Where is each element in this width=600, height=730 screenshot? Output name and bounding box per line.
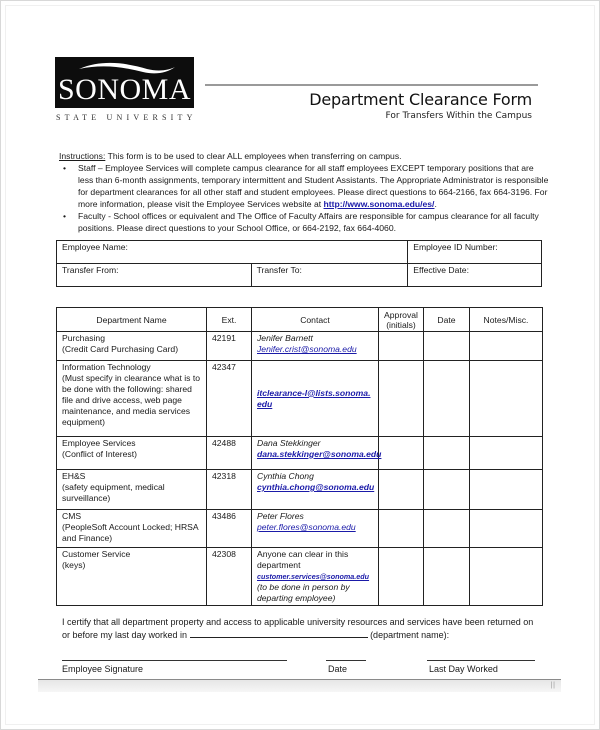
header-notes: Notes/Misc. [470, 308, 543, 332]
notes-cell[interactable] [470, 332, 543, 361]
contact-email-link[interactable]: itclearance-l@lists.sonoma.edu [257, 387, 371, 409]
date-cell[interactable] [424, 332, 470, 361]
form-subtitle: For Transfers Within the Campus [385, 111, 532, 121]
date-cell[interactable] [424, 361, 470, 437]
instructions-list [59, 162, 549, 234]
date-cell[interactable] [424, 437, 470, 470]
table-row [57, 548, 543, 606]
employee-signature-label: Employee Signature [62, 664, 144, 674]
approval-cell[interactable] [379, 332, 424, 361]
employee-name-field[interactable]: Employee Name: [57, 241, 408, 264]
horizontal-scrollbar[interactable] [38, 679, 561, 692]
approval-cell[interactable] [379, 470, 424, 510]
last-day-worked-line[interactable] [427, 660, 535, 661]
notes-cell[interactable] [470, 361, 543, 437]
contact-email-link[interactable]: dana.stekkinger@sonoma.edu [257, 449, 382, 459]
contact-cell: Jenifer Barnett Jenifer.crist@sonoma.edu [252, 332, 379, 361]
sonoma-logo [55, 57, 194, 108]
approval-cell[interactable] [379, 548, 424, 606]
ext-cell: 42191 [207, 332, 252, 361]
notes-cell[interactable] [470, 510, 543, 548]
contact-email-link[interactable]: peter.flores@sonoma.edu [257, 522, 356, 532]
logo-subtitle: STATE UNIVERSITY [56, 113, 197, 122]
table-header-row [57, 308, 543, 332]
contact-email-link[interactable]: Jenifer.crist@sonoma.edu [257, 344, 357, 354]
instructions-label: Instructions: [59, 151, 106, 161]
last-day-worked-label: Last Day Worked [429, 664, 498, 674]
contact-cell: Cynthia Chong cynthia.chong@sonoma.edu [252, 470, 379, 510]
contact-email-link[interactable]: cynthia.chong@sonoma.edu [257, 482, 375, 492]
dept-name-cell: EH&S (safety equipment, medical surveillance) [57, 470, 207, 510]
date-line[interactable] [326, 660, 366, 661]
title-rule [205, 84, 538, 86]
date-cell[interactable] [424, 548, 470, 606]
employee-info-table [56, 240, 542, 287]
department-name-blank[interactable] [190, 628, 368, 638]
notes-cell[interactable] [470, 548, 543, 606]
contact-cell [252, 361, 379, 437]
approval-cell[interactable] [379, 437, 424, 470]
contact-cell: Peter Flores peter.flores@sonoma.edu [252, 510, 379, 548]
ext-cell: 42318 [207, 470, 252, 510]
header-date: Date [424, 308, 470, 332]
employee-services-link[interactable]: http://www.sonoma.edu/es/ [323, 199, 435, 209]
instructions [59, 150, 549, 234]
approval-cell[interactable] [379, 510, 424, 548]
table-row [57, 332, 543, 361]
notes-cell[interactable] [470, 470, 543, 510]
header-approval: Approval (initials) [379, 308, 424, 332]
contact-cell: Anyone can clear in this department customer.services@sonoma.edu (to be done in person by departing employee) [252, 548, 379, 606]
dept-name-cell: Employee Services (Conflict of Interest) [57, 437, 207, 470]
department-clearance-table [56, 307, 543, 606]
instruction-staff: • Staff – Employee Services will complete campus clearance for all staff employees EXCEPT temporary positions that are less than 6-month assignments, temporary intermittent and Student Assistants. The Appropriate Administrator is responsible for department clearances for all other staff and student employees. Please direct questions to 664-2166, fax 664-3196. For more information, please visit the Employee Services website at http://www.sonoma.edu/es/. [59, 162, 549, 210]
effective-date-field[interactable]: Effective Date: [408, 264, 542, 287]
header-contact: Contact [252, 308, 379, 332]
table-row [57, 437, 543, 470]
ext-cell: 42308 [207, 548, 252, 606]
instructions-lead: Instructions: This form is to be used to clear ALL employees when transferring on campus. [59, 151, 402, 161]
dept-name-cell: Purchasing (Credit Card Purchasing Card) [57, 332, 207, 361]
employee-signature-line[interactable] [62, 660, 287, 661]
date-label: Date [328, 664, 348, 674]
table-row [57, 470, 543, 510]
form-title: Department Clearance Form [309, 90, 532, 109]
ext-cell: 43486 [207, 510, 252, 548]
logo-name: SONOMA [58, 73, 192, 106]
ext-cell: 42347 [207, 361, 252, 437]
contact-email-link[interactable]: customer.services@sonoma.edu [257, 572, 370, 581]
date-cell[interactable] [424, 470, 470, 510]
contact-cell: Dana Stekkinger dana.stekkinger@sonoma.edu [252, 437, 379, 470]
grip-icon[interactable]: || [550, 682, 556, 689]
transfer-from-field[interactable]: Transfer From: [57, 264, 252, 287]
dept-name-cell: CMS (PeopleSoft Account Locked; HRSA and Finance) [57, 510, 207, 548]
dept-name-cell: Customer Service (keys) [57, 548, 207, 606]
instruction-faculty: • Faculty - School offices or equivalent and The Office of Faculty Affairs are responsible for campus clearance for all faculty positions. Please direct questions to your School Office, or 664-2192, fax 664-4060. [59, 210, 549, 234]
date-cell[interactable] [424, 510, 470, 548]
ext-cell: 42488 [207, 437, 252, 470]
employee-id-field[interactable]: Employee ID Number: [408, 241, 542, 264]
approval-cell[interactable] [379, 361, 424, 437]
transfer-to-field[interactable]: Transfer To: [251, 264, 408, 287]
header-department-name: Department Name [57, 308, 207, 332]
table-row [57, 510, 543, 548]
notes-cell[interactable] [470, 437, 543, 470]
table-row [57, 361, 543, 437]
certification-statement: I certify that all department property and access to applicable university resources and services have been returned on or before my last day worked in (department name): [62, 617, 534, 640]
header-ext: Ext. [207, 308, 252, 332]
dept-name-cell: Information Technology (Must specify in clearance what is to be done with the following: shared file and drive access, web page maintenance, and media services equipment) [57, 361, 207, 437]
